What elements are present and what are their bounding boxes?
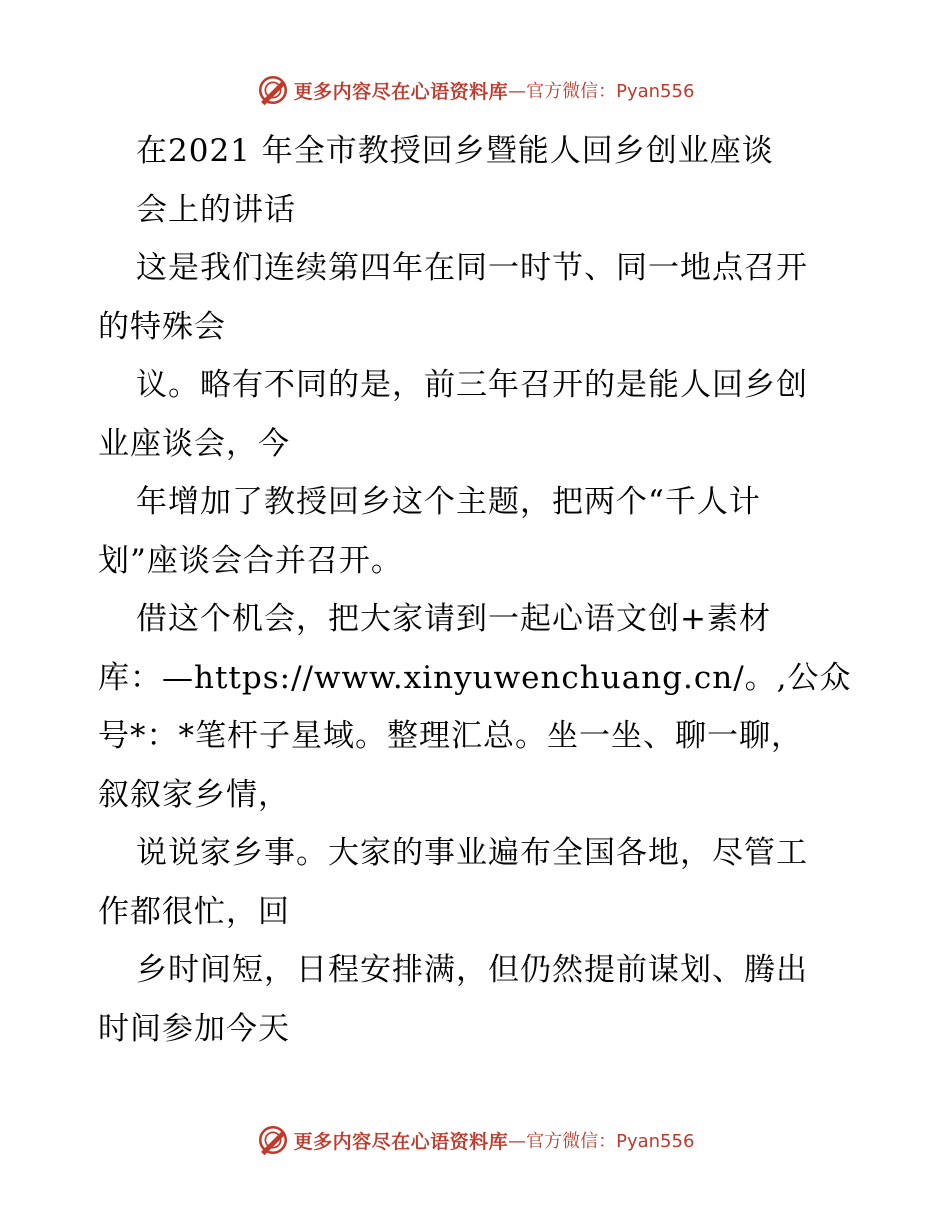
- text-line: 乡时间短，日程安排满，但仍然提前谋划、腾出: [136, 952, 808, 988]
- text-line: 业座谈会，今: [98, 425, 290, 462]
- text-line: 议。略有不同的是，前三年召开的是能人回乡创: [136, 367, 808, 403]
- text-line: 说说家乡事。大家的事业遍布全国各地，尽管工: [136, 835, 808, 871]
- banner-wechat-text: —官方微信：Pyan556: [508, 81, 695, 102]
- text-line: 借这个机会，把大家请到一起心语文创+素材: [136, 601, 771, 637]
- text-line: 在2021 年全市教授回乡暨能人回乡创业座谈: [136, 133, 774, 169]
- pen-logo-icon: [256, 73, 290, 107]
- document-body: [98, 122, 858, 1058]
- text-line: 划”座谈会合并召开。: [98, 542, 403, 579]
- text-line: 这是我们连续第四年在同一时节、同一地点召开: [136, 250, 808, 286]
- header-banner: [0, 70, 950, 110]
- footer-banner: [0, 1120, 950, 1160]
- text-line: 作都很忙，回: [98, 893, 290, 930]
- text-line: 库：—https://www.xinyuwenchuang.cn/。,公众: [98, 659, 852, 696]
- text-line: 会上的讲话: [136, 191, 296, 228]
- banner-brand-text: 更多内容尽在心语资料库: [293, 1130, 509, 1153]
- text-line: 时间参加今天: [98, 1010, 290, 1047]
- banner-wechat-text: —官方微信：Pyan556: [508, 1131, 695, 1152]
- text-line: 年增加了教授回乡这个主题，把两个“千人计: [136, 484, 761, 520]
- text-line: 号*：*笔杆子星域。整理汇总。坐一坐、聊一聊，: [98, 718, 803, 754]
- banner-brand-text: 更多内容尽在心语资料库: [293, 80, 509, 103]
- pen-logo-icon: [256, 1123, 290, 1157]
- text-line: 的特殊会: [98, 308, 226, 345]
- text-line: 叙叙家乡情，: [98, 776, 290, 813]
